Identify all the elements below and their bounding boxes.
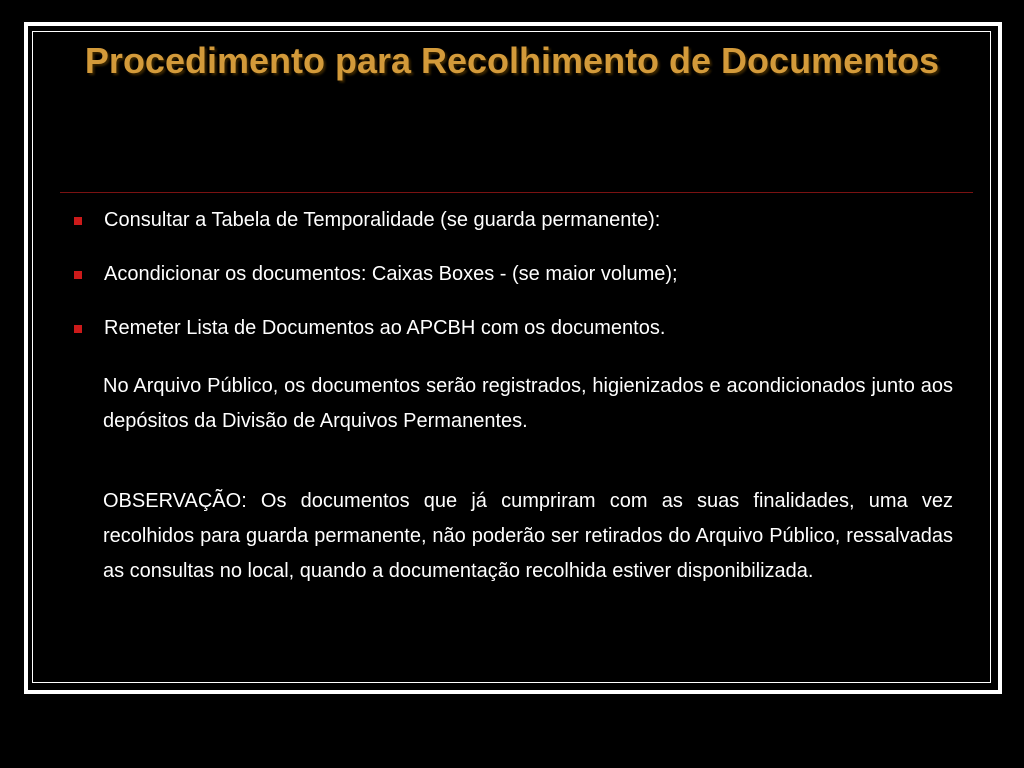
square-bullet-icon [74, 325, 82, 333]
square-bullet-icon [74, 217, 82, 225]
bullet-list [74, 205, 954, 367]
observation-paragraph: OBSERVAÇÃO: Os documentos que já cumpriram com as suas finalidades, uma vez recolhidos para guarda permanente, não poderão ser retirados do Arquivo Público, ressalvadas as consultas no local, quando a documentação recolhida estiver disponibilizada. [103, 490, 953, 582]
bullet-text: Remeter Lista de Documentos ao APCBH com os documentos. [104, 317, 666, 339]
title-divider [60, 192, 973, 193]
bullet-text: Consultar a Tabela de Temporalidade (se guarda permanente): [104, 209, 661, 231]
bullet-text: Acondicionar os documentos: Caixas Boxes - (se maior volume); [104, 263, 678, 285]
bullet-item [74, 313, 954, 367]
bullet-item [74, 259, 954, 313]
bullet-item [74, 205, 954, 259]
slide-title: Procedimento para Recolhimento de Documentos [84, 40, 940, 81]
square-bullet-icon [74, 271, 82, 279]
archive-paragraph: No Arquivo Público, os documentos serão registrados, higienizados e acondicionados junto aos depósitos da Divisão de Arquivos Permanentes. [103, 375, 953, 432]
